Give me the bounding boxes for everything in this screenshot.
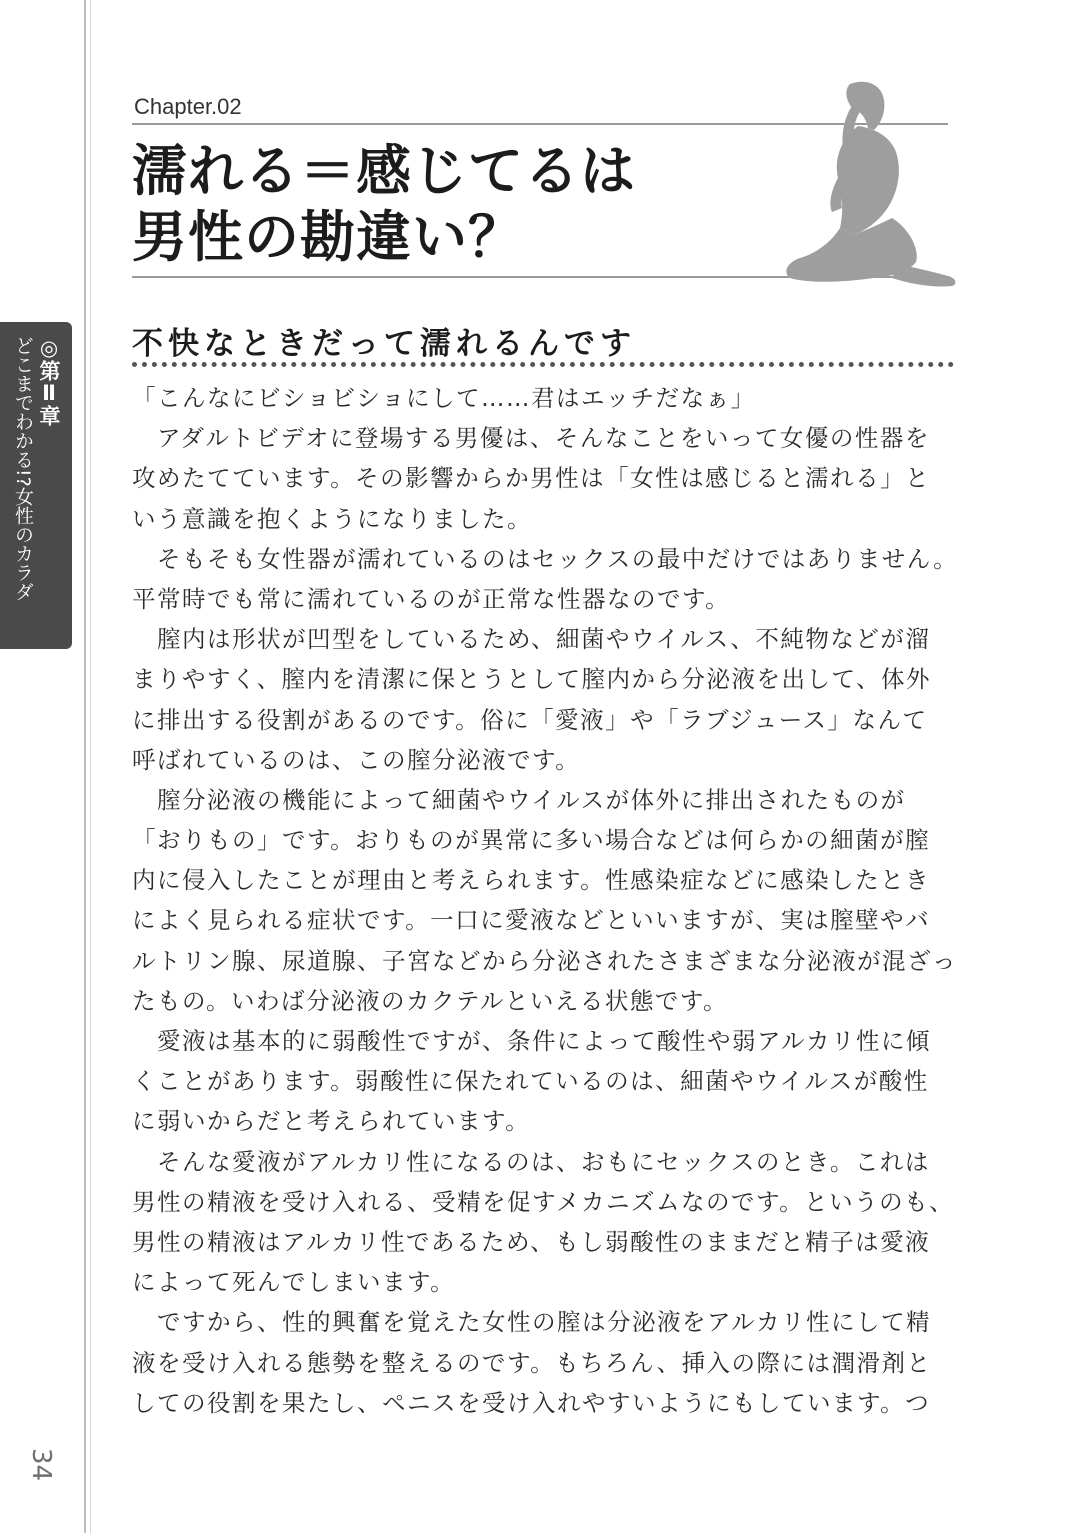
body-line: 膣内は形状が凹型をしているため、細菌やウイルス、不純物などが溜 xyxy=(132,625,931,654)
body-line: 膣分泌液の機能によって細菌やウイルスが体外に排出されたものが xyxy=(132,785,906,814)
body-line: ですから、性的興奮を覚えた女性の膣は分泌液をアルカリ性にして精 xyxy=(132,1308,932,1337)
body-line: アダルトビデオに登場する男優は、そんなことをいって女優の性器を xyxy=(132,424,930,453)
body-line: 愛液は基本的に弱酸性ですが、条件によって酸性や弱アルカリ性に傾 xyxy=(132,1027,932,1055)
body-line: そんな愛液がアルカリ性になるのは、おもにセックスのとき。これは xyxy=(132,1147,930,1176)
side-tab-subtitle: どこまでわかる!?女性のカラダ xyxy=(12,336,34,601)
chapter-label: Chapter.02 xyxy=(134,94,242,119)
body-line: によって死んでしまいます。 xyxy=(132,1268,456,1297)
page-number: 34 xyxy=(26,1448,56,1482)
body-line: そもそも女性器が濡れているのはセックスの最中だけではありません。 xyxy=(132,544,959,573)
body-line: に弱いからだと考えられています。 xyxy=(132,1107,531,1136)
body-text xyxy=(132,378,972,1423)
margin-rule xyxy=(84,0,86,1533)
dotted-divider xyxy=(132,362,954,367)
body-line: しての役割を果たし、ペニスを受け入れやすいようにもしています。つ xyxy=(132,1388,931,1417)
body-line: 呼ばれているのは、この膣分泌液です。 xyxy=(132,745,581,774)
margin-rule-thin xyxy=(90,0,91,1533)
body-line: 男性の精液を受け入れる、受精を促すメカニズムなのです。というのも、 xyxy=(132,1187,955,1216)
woman-silhouette-illustration xyxy=(770,78,960,306)
body-line: 平常時でも常に濡れているのが正常な性器なのです。 xyxy=(132,584,731,613)
body-line: ルトリン腺、尿道腺、子宮などから分泌されたさまざまな分泌液が混ざっ xyxy=(132,946,957,975)
body-line: 液を受け入れる態勢を整えるのです。もちろん、挿入の際には潤滑剤と xyxy=(132,1348,932,1377)
chapter-side-tab xyxy=(0,322,72,649)
body-line: に排出する役割があるのです。俗に「愛液」や「ラブジュース」なんて xyxy=(132,705,928,734)
side-tab-chapter: ◎第Ⅱ章 xyxy=(37,336,61,426)
side-tab-text xyxy=(0,322,72,649)
body-line: まりやすく、膣内を清潔に保とうとして膣内から分泌液を出して、体外 xyxy=(132,665,932,694)
title-line-2: 男性の勘違い？ xyxy=(132,205,525,269)
body-line: 内に侵入したことが理由と考えられます。性感染症などに感染したとき xyxy=(132,866,931,895)
body-line: くことがあります。弱酸性に保たれているのは、細菌やウイルスが酸性 xyxy=(132,1067,929,1096)
body-line: いう意識を抱くようになりました。 xyxy=(132,504,532,533)
body-line: によく見られる症状です。一口に愛液などといいますが、実は膣壁やバ xyxy=(132,906,931,935)
section-subheading: 不快なときだって濡れるんです xyxy=(132,326,636,362)
body-line: たもの。いわば分泌液のカクテルといえる状態です。 xyxy=(132,986,729,1015)
body-line: 男性の精液はアルカリ性であるため、もし弱酸性のままだと精子は愛液 xyxy=(132,1227,931,1256)
body-line: 「おりもの」です。おりものが異常に多い場合などは何らかの細菌が膣 xyxy=(132,826,931,855)
body-line: 攻めたてています。その影響からか男性は「女性は感じると濡れる」と xyxy=(132,464,931,493)
page-title xyxy=(132,138,636,270)
body-line: 「こんなにビショビショにして……君はエッチだなぁ」 xyxy=(132,384,756,412)
title-line-1: 濡れる＝感じてるは xyxy=(132,139,637,203)
